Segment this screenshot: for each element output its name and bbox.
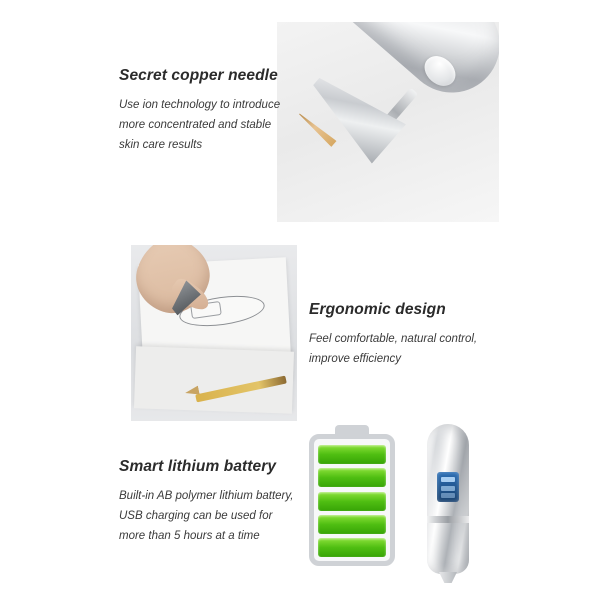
battery-charge-level [315,442,389,560]
section-headline: Smart lithium battery [119,458,277,475]
pen-with-display-illustration [415,424,485,582]
section-headline: Secret copper needle [119,67,278,84]
section-body-line: Feel comfortable, natural control, [309,333,478,345]
battery-and-pen-image [297,420,499,583]
feature-section-smart-lithium-battery [0,420,600,585]
secret-copper-needle-text-block [119,67,299,155]
pen-ring-shape [427,516,469,523]
section-body-line: improve efficiency [309,353,402,365]
section-body-line: Built-in AB polymer lithium battery, [119,490,294,502]
smart-lithium-battery-text-block [119,458,309,546]
feature-section-ergonomic-design [0,245,600,425]
feature-section-secret-copper-needle [0,22,600,222]
battery-segment [318,515,386,534]
pen-illustration [277,32,499,222]
copper-needle-shape [297,111,337,147]
pen-closeup-image [277,22,499,222]
pen-tip-shape [439,572,457,583]
battery-segment [318,538,386,557]
design-sketch-image [131,245,297,421]
section-body-line: more concentrated and stable [119,119,272,131]
battery-segment [318,492,386,511]
section-body-line: USB charging can be used for [119,510,273,522]
section-body-line: more than 5 hours at a time [119,530,260,542]
ergonomic-design-text-block [309,301,539,369]
section-body-line: skin care results [119,139,203,151]
battery-segment [318,468,386,487]
section-headline: Ergonomic design [309,301,446,318]
battery-segment [318,445,386,464]
section-body-line: Use ion technology to introduce [119,99,281,111]
lcd-display-icon [437,472,459,502]
